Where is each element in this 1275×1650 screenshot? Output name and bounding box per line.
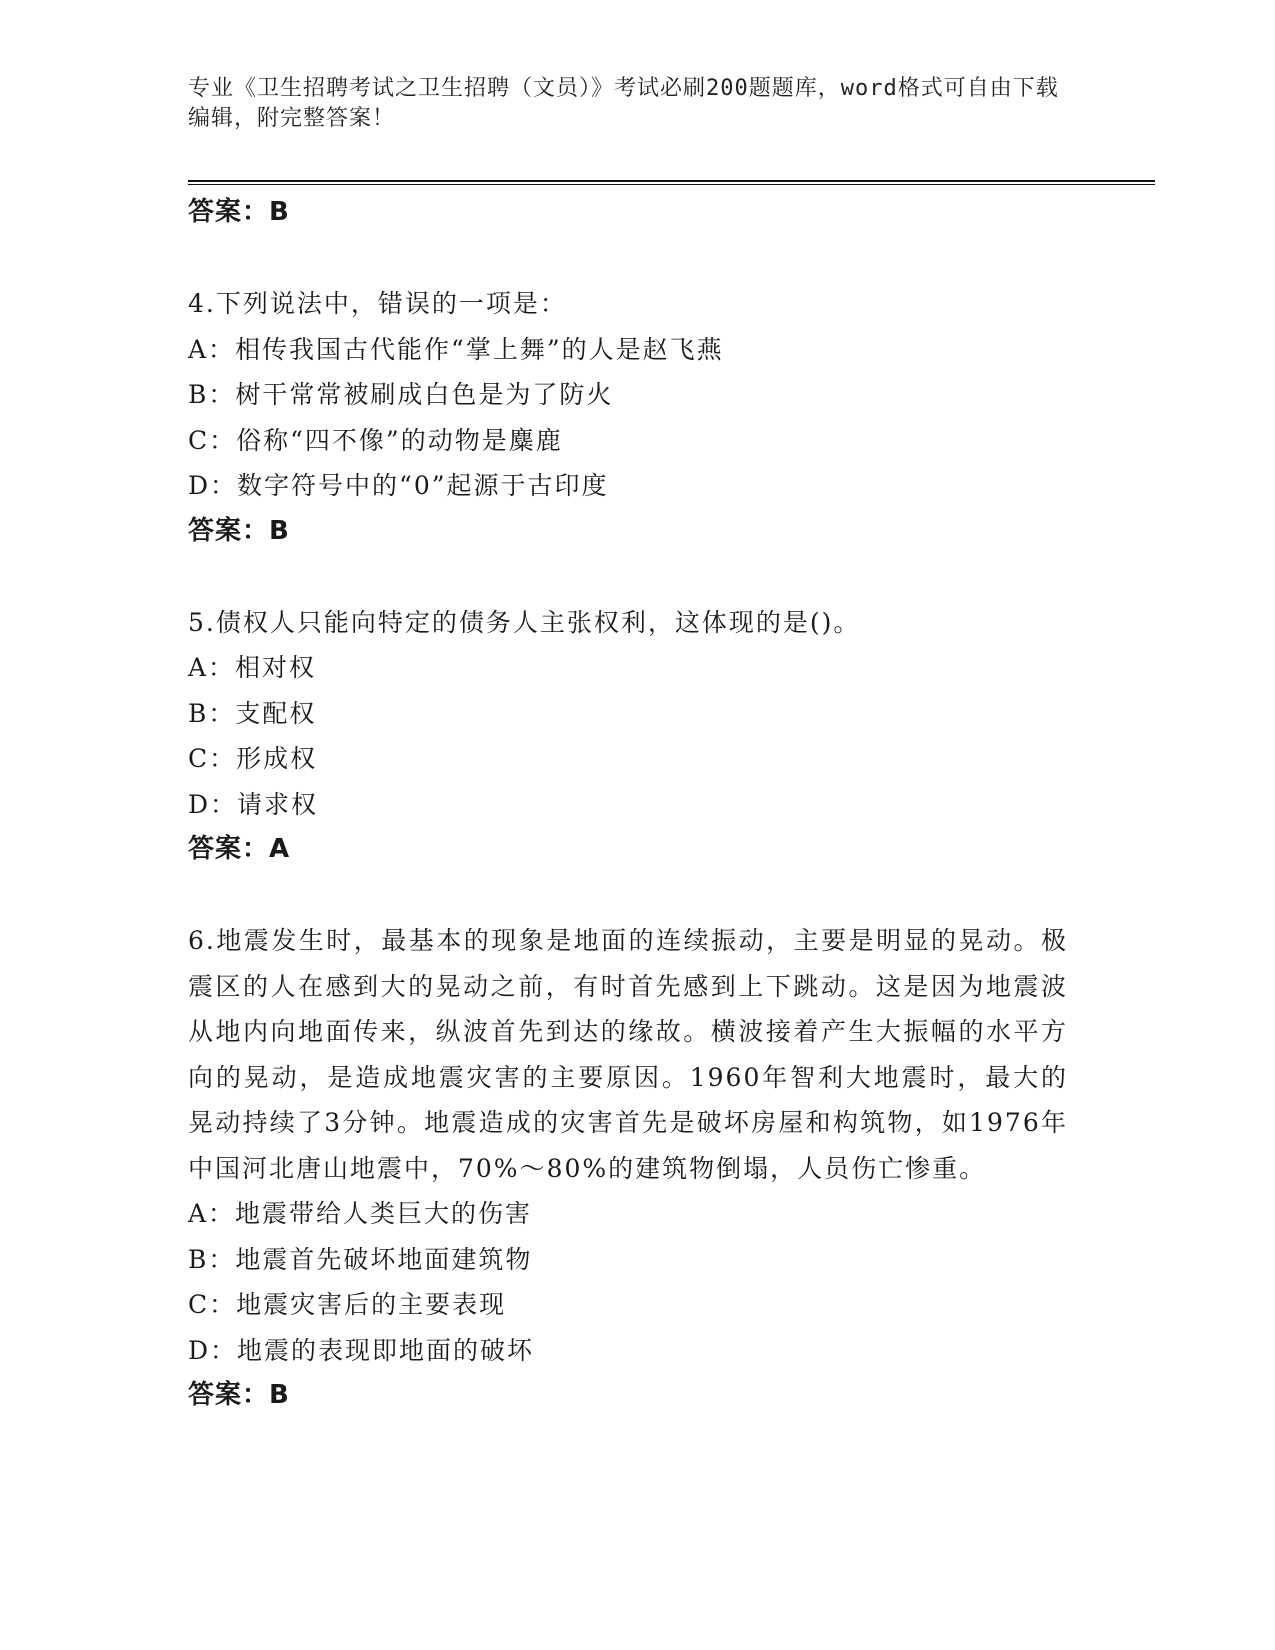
question-5-option-c: C：形成权 <box>188 744 318 773</box>
question-list <box>188 190 1068 1419</box>
question-6-option-b: B：地震首先破坏地面建筑物 <box>188 1244 533 1274</box>
question-5-stem: 5.债权人只能向特定的债务人主张权利，这体现的是()。 <box>188 607 861 637</box>
question-4-option-c: C：俗称“四不像”的动物是麋鹿 <box>188 425 563 455</box>
header-divider-thick <box>188 180 1155 182</box>
question-6-stem: 6.地震发生时，最基本的现象是地面的连续振动，主要是明显的晃动。极震区的人在感到大的晃动之前，有时首先感到上下跳动。这是因为地震波从地内向地面传来，纵波首先到达的缘故。横波接着产生大振幅的水平方向的晃动，是造成地震灾害的主要原因。1960年智利大地震时，最大的晃动持续了3分钟。地震造成的灾害首先是破坏房屋和构筑物，如1976年中国河北唐山地震中，70%～80%的建筑物倒塌，人员伤亡惨重。 <box>188 926 1068 1183</box>
document-header: 专业《卫生招聘考试之卫生招聘（文员）》考试必刷200题题库，word格式可自由下载编辑，附完整答案！ <box>188 76 1059 131</box>
spacer <box>188 236 1068 282</box>
header-divider-thin <box>188 184 1155 185</box>
question-6-option-c: C：地震灾害后的主要表现 <box>188 1290 507 1319</box>
spacer <box>188 554 1068 600</box>
spacer <box>188 873 1068 919</box>
question-4-option-d: D：数字符号中的“0”起源于古印度 <box>188 471 609 500</box>
answer-q3: 答案：B <box>188 197 290 227</box>
question-6-option-a: A：地震带给人类巨大的伤害 <box>188 1199 533 1228</box>
answer-q6: 答案：B <box>188 1380 290 1410</box>
question-4-option-b: B：树干常常被刷成白色是为了防火 <box>188 380 614 409</box>
question-6-option-d: D：地震的表现即地面的破坏 <box>188 1335 535 1365</box>
question-4-stem: 4.下列说法中，错误的一项是： <box>188 289 567 318</box>
question-4-option-a: A：相传我国古代能作“掌上舞”的人是赵飞燕 <box>188 334 724 364</box>
question-5-option-d: D：请求权 <box>188 789 319 819</box>
answer-q4: 答案：B <box>188 515 290 546</box>
question-5-option-b: B：支配权 <box>188 698 317 728</box>
answer-q5: 答案：A <box>188 834 291 864</box>
question-5-option-a: A：相对权 <box>188 653 317 682</box>
